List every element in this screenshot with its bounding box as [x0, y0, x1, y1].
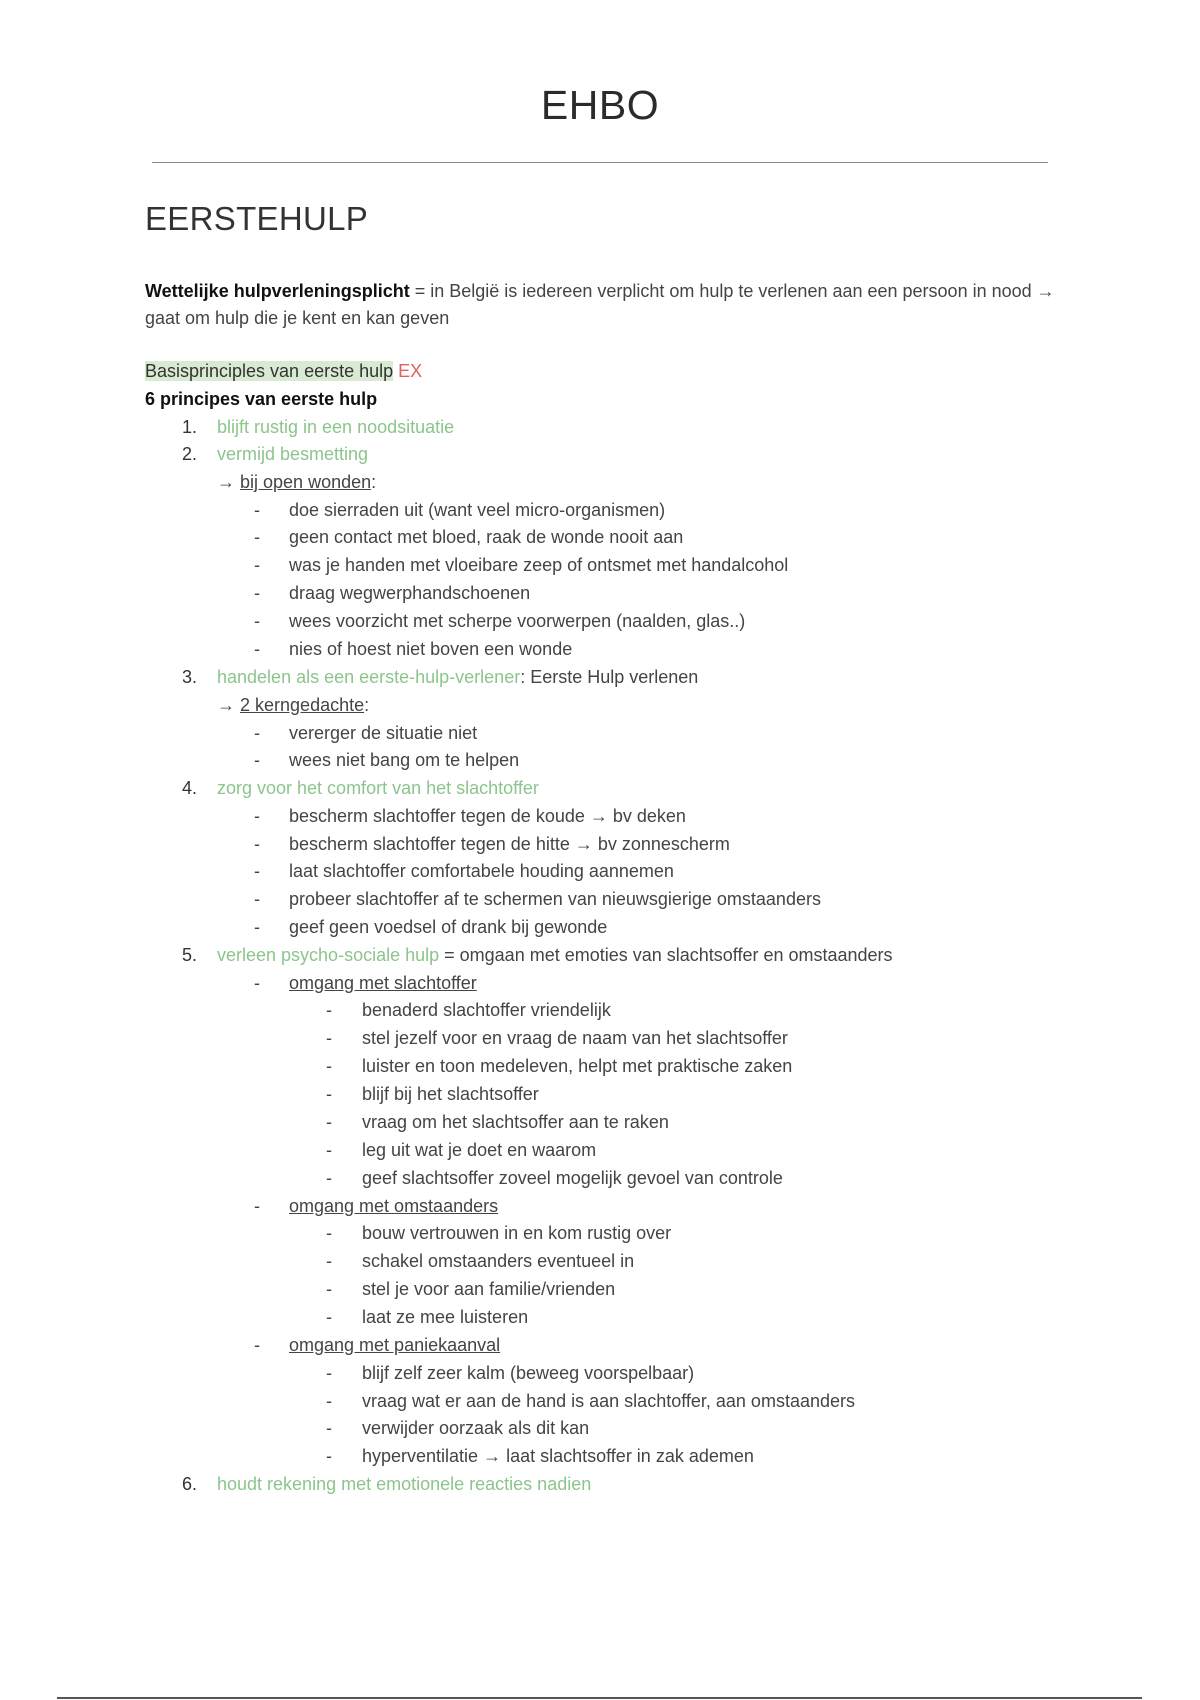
- bullet-dash: -: [326, 1446, 332, 1466]
- list-item: leg uit wat je doet en waarom: [362, 1140, 597, 1160]
- arrow: →: [217, 472, 241, 492]
- bullet-dash: -: [254, 1196, 260, 1216]
- sub-heading: 2 kerngedachte: [240, 695, 365, 715]
- bullet-dash: -: [326, 1140, 332, 1160]
- bullet-dash: -: [254, 806, 260, 826]
- exam-tag: EX: [398, 361, 423, 381]
- principles-heading: 6 principes van eerste hulp: [145, 389, 378, 409]
- list-number-6: 6.: [182, 1474, 198, 1494]
- bullet-dash: -: [326, 1028, 332, 1048]
- list-item: draag wegwerphandschoenen: [289, 583, 531, 603]
- bullet-dash: -: [254, 861, 260, 881]
- list-item: laat slachtoffer comfortabele houding aannemen: [289, 861, 674, 881]
- list-item: bescherm slachtoffer tegen de koude → bv deken: [289, 806, 686, 826]
- bullet-dash: -: [326, 1084, 332, 1104]
- intro-definition: = in België is iedereen verplicht om hulp te verlenen aan een persoon in nood → gaat om hulp die je kent en kan geven: [145, 281, 1055, 328]
- bullet-dash: -: [326, 1223, 332, 1243]
- bullet-dash: -: [326, 1168, 332, 1188]
- list-item: was je handen met vloeibare zeep of ontsmet met handalcohol: [289, 555, 789, 575]
- group-label-omstaanders: omgang met omstaanders: [289, 1196, 499, 1216]
- list-item: laat ze mee luisteren: [362, 1307, 529, 1327]
- arrow: →: [217, 695, 241, 715]
- bullet-dash: -: [326, 1307, 332, 1327]
- list-number-1: 1.: [182, 417, 198, 437]
- list-item: stel jezelf voor en vraag de naam van het slachtsoffer: [362, 1028, 788, 1048]
- bullet-dash: -: [326, 1418, 332, 1438]
- list-number-4: 4.: [182, 778, 198, 798]
- bullet-dash: -: [326, 1056, 332, 1076]
- list-item: bouw vertrouwen in en kom rustig over: [362, 1223, 672, 1243]
- bullet-dash: -: [326, 1391, 332, 1411]
- list-item: blijf bij het slachtsoffer: [362, 1084, 539, 1104]
- bullet-dash: -: [326, 1112, 332, 1132]
- principle-4: zorg voor het comfort van het slachtoffer: [217, 778, 539, 798]
- principle-5-rest: = omgaan met emoties van slachtsoffer en omstaanders: [439, 945, 893, 965]
- list-item: vraag wat er aan de hand is aan slachtoffer, aan omstaanders: [362, 1391, 855, 1411]
- list-item: blijf zelf zeer kalm (beweeg voorspelbaar): [362, 1363, 695, 1383]
- principle-6: houdt rekening met emotionele reacties nadien: [217, 1474, 592, 1494]
- bullet-dash: -: [254, 639, 260, 659]
- intro-term: Wettelijke hulpverleningsplicht: [145, 281, 410, 301]
- sub-heading: bij open wonden: [240, 472, 372, 492]
- list-item: wees niet bang om te helpen: [289, 750, 520, 770]
- colon: :: [364, 695, 370, 715]
- page-bottom-edge: [57, 1697, 1142, 1699]
- bullet-dash: -: [254, 917, 260, 937]
- principle-3: [217, 664, 698, 691]
- principle-3-label: handelen als een eerste-hulp-verlener: [217, 667, 521, 687]
- list-item: hyperventilatie → laat slachtsoffer in zak ademen: [362, 1446, 754, 1466]
- list-item: bescherm slachtoffer tegen de hitte → bv zonnescherm: [289, 834, 730, 854]
- list-item: verwijder oorzaak als dit kan: [362, 1418, 590, 1438]
- bullet-dash: -: [254, 889, 260, 909]
- bullet-dash: -: [254, 723, 260, 743]
- list-number-3: 3.: [182, 667, 198, 687]
- list-item: doe sierraden uit (want veel micro-organismen): [289, 500, 666, 520]
- bullet-dash: -: [254, 500, 260, 520]
- intro-paragraph: [145, 278, 1055, 332]
- principle-5-label: verleen psycho-sociale hulp: [217, 945, 440, 965]
- list-item: stel je voor aan familie/vrienden: [362, 1279, 616, 1299]
- bullet-dash: -: [254, 834, 260, 854]
- group-label-slachtoffer: omgang met slachtoffer: [289, 973, 477, 993]
- principle-2: vermijd besmetting: [217, 444, 369, 464]
- bullet-dash: -: [326, 1000, 332, 1020]
- bullet-dash: -: [254, 1335, 260, 1355]
- principle-5: [217, 942, 893, 969]
- colon: :: [371, 472, 377, 492]
- list-item: vererger de situatie niet: [289, 723, 478, 743]
- principle-3-rest: : Eerste Hulp verlenen: [520, 667, 699, 687]
- list-item: vraag om het slachtsoffer aan te raken: [362, 1112, 669, 1132]
- list-item: luister en toon medeleven, helpt met praktische zaken: [362, 1056, 793, 1076]
- basis-label: Basisprinciples van eerste hulp: [145, 361, 394, 381]
- bullet-dash: -: [254, 611, 260, 631]
- group-label-paniekaanval: omgang met paniekaanval: [289, 1335, 501, 1355]
- bullet-dash: -: [326, 1279, 332, 1299]
- title-divider: [152, 162, 1048, 163]
- list-item: wees voorzicht met scherpe voorwerpen (naalden, glas..): [289, 611, 746, 631]
- principle-2-sub: [217, 469, 376, 496]
- list-item: probeer slachtoffer af te schermen van nieuwsgierige omstaanders: [289, 889, 821, 909]
- list-number-2: 2.: [182, 444, 198, 464]
- list-number-5: 5.: [182, 945, 198, 965]
- list-item: nies of hoest niet boven een wonde: [289, 639, 573, 659]
- bullet-dash: -: [326, 1363, 332, 1383]
- page-title: EHBO: [540, 82, 660, 128]
- bullet-dash: -: [254, 973, 260, 993]
- section-heading: EERSTEHULP: [145, 200, 369, 237]
- basis-heading: [145, 358, 422, 385]
- bullet-dash: -: [254, 555, 260, 575]
- list-item: geef slachtsoffer zoveel mogelijk gevoel van controle: [362, 1168, 783, 1188]
- bullet-dash: -: [254, 527, 260, 547]
- principle-1: blijft rustig in een noodsituatie: [217, 417, 455, 437]
- bullet-dash: -: [254, 583, 260, 603]
- list-item: benaderd slachtoffer vriendelijk: [362, 1000, 611, 1020]
- list-item: schakel omstaanders eventueel in: [362, 1251, 635, 1271]
- list-item: geef geen voedsel of drank bij gewonde: [289, 917, 608, 937]
- list-item: geen contact met bloed, raak de wonde nooit aan: [289, 527, 684, 547]
- principle-3-sub: [217, 692, 369, 719]
- bullet-dash: -: [326, 1251, 332, 1271]
- bullet-dash: -: [254, 750, 260, 770]
